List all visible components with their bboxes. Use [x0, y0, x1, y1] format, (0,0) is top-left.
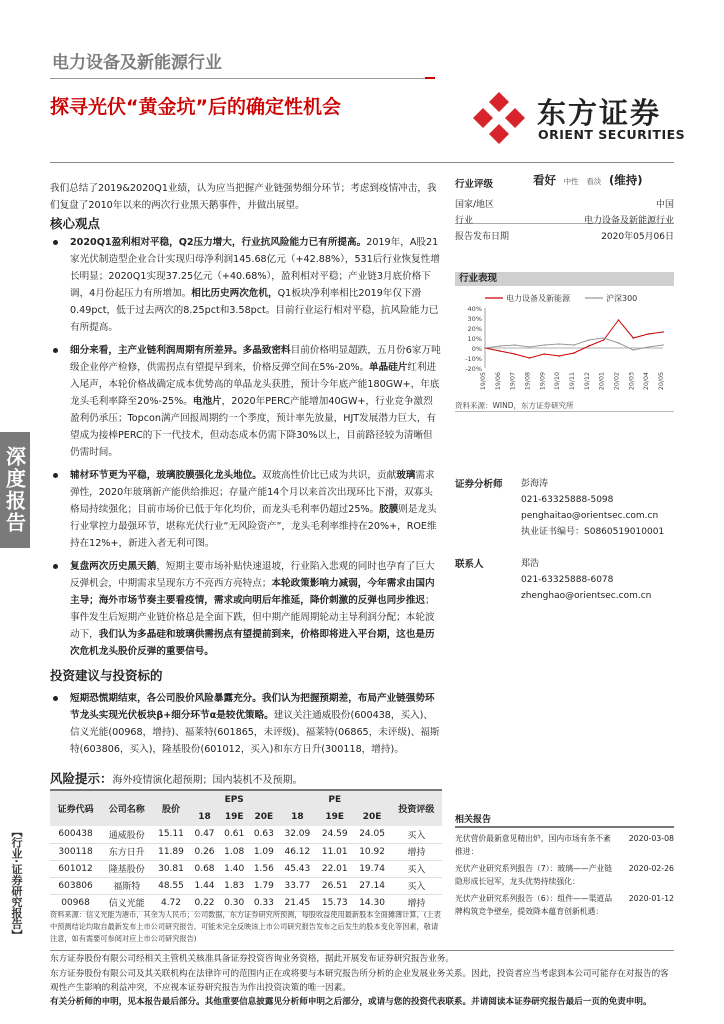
analyst-email[interactable]: penghaitao@orientsec.com.cn	[521, 511, 659, 521]
x-tick-label: 20/01	[598, 372, 606, 391]
x-tick-label: 19/05	[480, 372, 487, 391]
intro-paragraph: 我们总结了2019&2020Q1业绩，认为应当把握产业链强势细分环节；考虑到疫情冲击，我们复盘了2010年以来的两次行业黑天鹅事件，并做出展望。	[50, 183, 437, 211]
x-tick-label: 20/05	[658, 372, 665, 391]
table-cell: 0.63	[249, 826, 279, 843]
table-cell: 1.40	[219, 860, 249, 877]
series-point-1	[529, 346, 531, 348]
table-cell: 通威股份	[101, 826, 152, 843]
table-cell: 00968	[50, 894, 101, 911]
perf-chart	[455, 290, 674, 400]
analyst-name: 彭海涛	[521, 479, 549, 489]
table-cell: 1.09	[249, 843, 279, 860]
series-point-1	[588, 339, 590, 341]
orient-logo-icon	[471, 90, 527, 146]
industry-label: 电力设备及新能源行业	[52, 53, 222, 73]
x-tick-label: 19/08	[524, 372, 532, 391]
table-cell: 26.51	[316, 877, 353, 894]
related-heading: 相关报告	[455, 812, 674, 828]
table-cell: 0.68	[190, 860, 220, 877]
y-tick-label: 0%	[471, 345, 482, 353]
table-cell: 福斯特	[101, 877, 152, 894]
th-code: 证券代码	[50, 790, 101, 826]
series-point-1	[499, 345, 501, 347]
y-tick-label: 30%	[467, 315, 482, 323]
table-cell: 1.83	[219, 877, 249, 894]
table-cell: 30.81	[152, 860, 189, 877]
series-point-0	[573, 352, 575, 354]
related-item[interactable]: 光伏产业研究系列报告（7）：玻璃——产业链隐形成长冠军，龙头优势持续强化： 2020-02-26	[455, 864, 674, 886]
table-cell: 300118	[50, 843, 101, 860]
header-rule	[50, 78, 435, 79]
table-cell: 增持	[391, 843, 442, 860]
x-tick-label: 20/03	[628, 372, 636, 391]
series-point-0	[603, 339, 605, 341]
series-point-0	[662, 331, 664, 333]
header-rule-accent	[425, 77, 435, 79]
core-bullets	[50, 234, 442, 764]
footer-line-2: 东方证券股份有限公司及其关联机构在法律许可的范围内正在或将要与本研究报告所分析的企业发展业务关系。因此，投资者应当考虑到本公司可能存在对报告的客观性产生影响的利益冲突，不应视本证券研究报告为作出投资决策的唯一因素。	[50, 969, 669, 993]
contact-phone: 021-63325888-6078	[521, 575, 614, 585]
table-cell: 11.89	[152, 843, 189, 860]
table-cell: 15.11	[152, 826, 189, 843]
series-point-0	[499, 350, 501, 352]
table-cell: 33.77	[279, 877, 316, 894]
table-cell: 600438	[50, 826, 101, 843]
rating-block: 行业评级 看好 中性 看淡 (维持)	[455, 170, 674, 224]
table-cell: 21.45	[279, 894, 316, 911]
series-point-0	[529, 357, 531, 359]
advice-heading: 投资建议与投资标的	[50, 668, 163, 683]
advice-bullet-1: 短期恐慌期结束，各公司股价风险暴露充分。我们认为把握预期差，布局产业链强势环节龙头实现光伏板块β+细分环节α是较优策略。建议关注通威股份(600438，买入)、信义光能(00968，增持)、福莱特(601865，未评级)、福莱特(06865，未评级)、福斯特(603806，买入)，隆基股份(601012，买入)和东方日升(300118，增持)。	[50, 690, 442, 758]
rating-values: 看好 中性 看淡 (维持)	[533, 173, 643, 187]
related-item[interactable]: 光伏产业研究系列报告（6）：组件——渠道品牌构筑竞争壁垒，提效降本蕴育创新机遇： 2020-01-12	[455, 894, 674, 916]
series-point-0	[544, 353, 546, 355]
series-point-0	[633, 337, 635, 339]
logo-english: ORIENT SECURITIES	[538, 127, 686, 142]
table-note: 资料来源：信义光能为港币，其余为人民币；公司数据，东方证券研究所预测，每股收益使用最新股本全面摊薄计算，(上表中预测结论均取自最新发布上市公司研究报告，可能未完全反映该上市公司研究报告发布之后发生的股本变化等因素，敬请注意，如有需要可参阅对应上市公司研究报告)	[50, 910, 441, 943]
logo-chinese: 东方证券	[537, 96, 662, 130]
table-cell: 32.09	[279, 826, 316, 843]
contact-name: 郑浩	[521, 559, 540, 569]
table-cell: 48.55	[152, 877, 189, 894]
x-tick-label: 19/09	[539, 372, 547, 391]
series-point-0	[618, 319, 620, 321]
table-cell: 信义光能	[101, 894, 152, 911]
series-point-1	[573, 344, 575, 346]
series-point-0	[647, 333, 649, 335]
th-eps: EPS	[190, 790, 279, 808]
series-point-1	[514, 344, 516, 346]
analyst-phone: 021-63325888-5098	[521, 495, 614, 505]
th-rating: 投资评级	[391, 790, 442, 826]
y-tick-label: -20%	[465, 365, 482, 373]
table-cell: 15.73	[316, 894, 353, 911]
series-point-1	[618, 342, 620, 344]
y-tick-label: 40%	[467, 305, 482, 313]
series-point-0	[558, 355, 560, 357]
x-tick-label: 20/04	[643, 372, 651, 391]
table-row	[50, 877, 442, 894]
analyst-cert: 执业证书编号：S0860519010001	[521, 527, 665, 537]
risk-line: 风险提示：海外疫情演化超预期；国内装机不及预期。	[50, 771, 303, 786]
table-cell: 601012	[50, 860, 101, 877]
x-tick-label: 19/07	[509, 372, 517, 391]
perf-source: 资料来源：WIND，东方证券研究所	[455, 401, 574, 410]
footer-line-1: 东方证券股份有限公司经相关主管机关核准具备证券投资咨询业务资格，据此开展发布证券研究报告业务。	[50, 954, 454, 964]
series-point-1	[603, 337, 605, 339]
table-cell: 1.08	[219, 843, 249, 860]
table-cell: 0.26	[190, 843, 220, 860]
table-cell: 0.47	[190, 826, 220, 843]
table-cell: 1.44	[190, 877, 220, 894]
th-company: 公司名称	[101, 790, 152, 826]
th-sub: 19E	[219, 808, 249, 826]
related-item[interactable]: 光伏营价最新意见精出炉，国内市场有条不紊推进： 2020-03-08	[455, 834, 674, 856]
th-sub: 20E	[353, 808, 390, 826]
table-cell: 4.72	[152, 894, 189, 911]
table-cell: 1.56	[249, 860, 279, 877]
side-tag: 【行业·证券研究报告】	[10, 826, 23, 941]
x-tick-label: 19/10	[554, 372, 562, 391]
stock-table	[50, 789, 442, 912]
x-tick-label: 19/12	[583, 372, 591, 391]
core-bullet-4: 复盘两次历史黑天鹅，短期主要市场补贴快速退坡，行业陷入悲观的同时也孕育了巨大反弹机会，中期需求呈现东方不亮西方亮特点；本轮政策影响力减弱，今年需求由国内主导；海外市场节奏主要看疫情，需求或向明后年推延，降价刺激的反弹也同步推迟；事件发生后短期产业链价格总是全面下跌，但中期产能周期轮动主导利润分配；本轮波动下，我们认为多晶硅和玻璃供需拐点有望提前到来，价格即将进入平台期，这也是历次危机龙头股价反弹的重要信号。	[50, 558, 442, 660]
table-cell: 增持	[391, 894, 442, 911]
table-cell: 10.92	[353, 843, 390, 860]
x-tick-label: 19/06	[494, 372, 502, 391]
table-row	[50, 860, 442, 877]
contact-email[interactable]: zhenghao@orientsec.com.cn	[521, 591, 652, 601]
table-cell: 24.59	[316, 826, 353, 843]
th-sub: 19E	[316, 808, 353, 826]
table-cell: 0.30	[219, 894, 249, 911]
table-row	[50, 826, 442, 843]
table-cell: 隆基股份	[101, 860, 152, 877]
table-cell: 45.43	[279, 860, 316, 877]
table-row	[50, 843, 442, 860]
perf-rule	[455, 411, 674, 412]
table-cell: 0.33	[249, 894, 279, 911]
core-bullet-3: 辅材环节更为平稳，玻璃胶膜强化龙头地位。双玻高性价比已成为共识，贡献玻璃需求弹性，2020年玻璃新产能供给推迟；存量产能14个月以来首次出现环比下滑，双寡头格局持续强化；目前市场价已低于年化均价，而龙头毛利率仍超过25%。胶膜则是龙头行业掌控力最强环节，堪称光伏行业“无风险资产”，龙头毛利率维持在20%+，ROE维持在12%+，新进入者无利可图。	[50, 467, 442, 552]
header-divider	[50, 162, 674, 163]
footer-rule	[50, 950, 674, 951]
table-cell: 24.05	[353, 826, 390, 843]
th-price: 股价	[152, 790, 189, 826]
perf-bar: 行业表现	[455, 272, 674, 286]
table-cell: 19.74	[353, 860, 390, 877]
core-heading: 核心观点	[50, 216, 101, 231]
meta-list: 国家/地区 中国 行业 电力设备及新能源行业 报告发布日期 2020年05月06日	[455, 200, 674, 242]
series-point-1	[633, 349, 635, 351]
th-sub: 18	[190, 808, 220, 826]
legend-hs300: 沪深300	[606, 294, 638, 303]
y-tick-label: -10%	[465, 355, 482, 363]
table-cell: 买入	[391, 860, 442, 877]
series-point-1	[544, 344, 546, 346]
series-point-0	[514, 353, 516, 355]
table-cell: 11.01	[316, 843, 353, 860]
table-cell: 14.30	[353, 894, 390, 911]
table-cell: 22.01	[316, 860, 353, 877]
core-bullet-1: 2020Q1盈利相对平稳，Q2压力增大，行业抗风险能力已有所提高。2019年，A股21家光伏制造型企业合计实现归母净利润145.68亿元（+42.88%），531后行业恢复性增长明显；2020Q1实现37.25亿元（+40.68%），盈利相对平稳；产业链3月底价格下调，4月份起压力有所增加。相比历史两次危机，Q1板块净利率相比2019年仅下滑0.49pct，低于过去两次的8.25pct和3.58pct。目前行业运行相对平稳，抗风险能力已有所提高。	[50, 234, 442, 336]
table-cell: 东方日升	[101, 843, 152, 860]
y-tick-label: 10%	[467, 335, 482, 343]
core-bullet-2: 细分来看，主产业链利润周期有所差异。多晶致密料目前价格明显超跌，五月份6家万吨级企业停产检修，供需拐点有望提早到来，价格反弹空间在5%-20%。单晶硅片红利进入尾声，本轮价格战确定成本优势高的单晶龙头获胜，预计今年底产能180GW+，年底龙头毛利率降至20%-25%。电池片，2020年PERC产能增加40GW+，行业竞争激烈盈利仍承压；Topcon满产回报周期约一个季度，预计率先放量，HJT发展潜力巨大，有望成为接棒PERC的下一代技术，但动态成本仍需下降30%以上，目前路径较为清晰但仍需时间。	[50, 342, 442, 461]
report-title: 探寻光伏“黄金坑”后的确定性机会	[50, 96, 341, 118]
y-tick-label: 20%	[467, 325, 482, 333]
table-cell: 46.12	[279, 843, 316, 860]
table-cell: 买入	[391, 826, 442, 843]
series-point-1	[484, 347, 486, 349]
th-sub: 18	[279, 808, 316, 826]
footer-line-3: 有关分析师的申明，见本报告最后部分。其他重要信息披露见分析师申明之后部分，或请与您的投资代表联系。并请阅读本证券研究报告最后一页的免责申明。	[50, 997, 652, 1007]
x-tick-label: 20/02	[613, 372, 621, 391]
side-tab: 深度报告	[0, 432, 30, 548]
table-cell: 买入	[391, 877, 442, 894]
legend-industry: 电力设备及新能源	[506, 294, 570, 303]
x-tick-label: 19/11	[569, 372, 576, 391]
table-cell: 27.14	[353, 877, 390, 894]
series-point-0	[588, 345, 590, 347]
table-cell: 603806	[50, 877, 101, 894]
th-pe: PE	[279, 790, 391, 808]
table-cell: 0.22	[190, 894, 220, 911]
series-point-1	[558, 343, 560, 345]
series-point-1	[647, 346, 649, 348]
th-sub: 20E	[249, 808, 279, 826]
series-point-1	[662, 344, 664, 346]
table-cell: 0.61	[219, 826, 249, 843]
table-cell: 1.79	[249, 877, 279, 894]
